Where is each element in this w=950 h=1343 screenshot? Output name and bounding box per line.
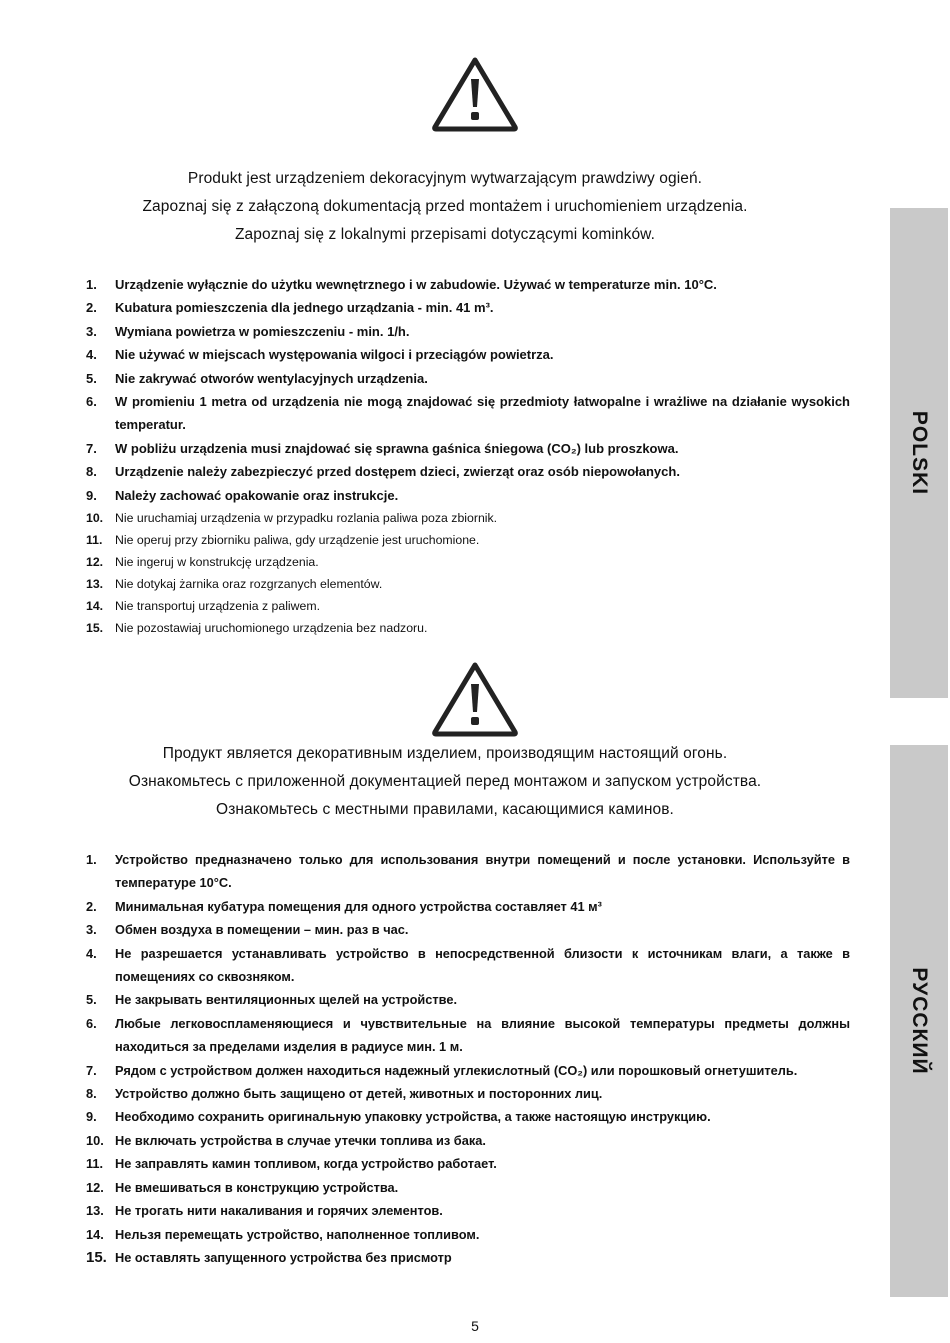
list-item: 12. Nie ingeruj w konstrukcję urządzenia.	[86, 555, 319, 570]
list-item: 2. Минимальная кубатура помещения для одного устройства составляет 41 м³	[86, 898, 602, 914]
list-item: 14. Nie transportuj urządzenia z paliwem.	[86, 599, 321, 614]
russian-intro-line-1: Продукт является декоративным изделием, производящим настоящий огонь.	[162, 745, 728, 762]
list-item: 8. Urządzenie należy zabezpieczyć przed dostępem dzieci, zwierząt oraz osób niepowołanych.	[86, 464, 680, 480]
language-tab-polski	[890, 208, 948, 698]
list-item: 3. Wymiana powietrza w pomieszczeniu - min. 1/h.	[86, 323, 410, 339]
list-item: 5. Nie zakrywać otworów wentylacyjnych urządzenia.	[86, 370, 428, 386]
list-item: 6. W promieniu 1 metra od urządzenia nie mogą znajdować się przedmioty łatwopalne i wrażliwe na działanie wysokich temperatur.	[86, 394, 850, 433]
list-item: 13. Nie dotykaj żarnika oraz rozgrzanych elementów.	[86, 577, 383, 592]
list-item: 14. Нельзя перемещать устройство, наполненное топливом.	[86, 1226, 480, 1242]
polish-safety-list	[86, 273, 850, 639]
language-tab-label: POLSKI	[908, 410, 931, 496]
list-item: 1. Устройство предназначено только для использования внутри помещений и после установки. Используйте в температуре 10°C.	[86, 852, 850, 891]
list-item: 2. Kubatura pomieszczenia dla jednego urządzania - min. 41 m³.	[86, 300, 494, 316]
list-item: 6. Любые легковоспламеняющиеся и чувствительные на влияние высокой температуры предметы должны находиться за пределами изделия в радиусе мин. 1 м.	[86, 1015, 850, 1055]
list-item: 10. Не включать устройства в случае утечки топлива из бака.	[86, 1132, 486, 1148]
russian-intro-line-2: Ознакомьтесь с приложенной документацией перед монтажом и запуском устройства.	[128, 773, 762, 790]
russian-intro-line-3: Ознакомьтесь с местными правилами, касающимися каминов.	[216, 801, 674, 818]
list-item: 10. Nie uruchamiaj urządzenia w przypadku rozlania paliwa poza zbiornik.	[86, 511, 498, 526]
list-item: 4. Не разрешается устанавливать устройство в непосредственной близости к источникам влаги, а также в помещениях со сквозняком.	[86, 945, 850, 985]
list-item: 9. Необходимо сохранить оригинальную упаковку устройства, а также настоящую инструкцию.	[86, 1109, 711, 1125]
page-number: 5	[471, 1318, 479, 1334]
polish-intro-line-1: Produkt jest urządzeniem dekoracyjnym wytwarzającym prawdziwy ogień.	[187, 170, 703, 187]
list-item: 4. Nie używać w miejscach występowania wilgoci i przeciągów powietrza.	[86, 347, 554, 363]
list-item: 11. Не заправлять камин топливом, когда устройство работает.	[86, 1156, 497, 1172]
list-item: 15. Не оставлять запущенного устройства без присмотр	[86, 1248, 452, 1266]
russian-safety-list	[86, 848, 850, 1269]
list-item: 7. W pobliżu urządzenia musi znajdować się sprawna gaśnica śniegowa (CO₂) lub proszkowa.	[86, 440, 679, 456]
warning-icon	[430, 55, 520, 133]
list-item: 8. Устройство должно быть защищено от детей, животных и посторонних лиц.	[86, 1086, 603, 1102]
list-item: 12. Не вмешиваться в конструкцию устройства.	[86, 1179, 399, 1195]
russian-intro	[60, 740, 830, 824]
list-item: 15. Nie pozostawiaj uruchomionego urządzenia bez nadzoru.	[86, 621, 428, 636]
polish-intro-line-3: Zapoznaj się z lokalnymi przepisami dotyczącymi kominków.	[234, 226, 656, 243]
list-item: 7. Рядом с устройством должен находиться надежный углекислотный (CO₂) или порошковый огнетушитель.	[86, 1062, 798, 1078]
list-item: 3. Обмен воздуха в помещении – мин. раз в час.	[86, 922, 409, 938]
warning-icon	[430, 660, 520, 738]
polish-intro-line-2: Zapoznaj się z załączoną dokumentacją przed montażem i uruchomieniem urządzenia.	[142, 198, 748, 215]
list-item: 5. Не закрывать вентиляционных щелей на устройстве.	[86, 992, 458, 1008]
language-tab-label: РУССКИЙ	[908, 967, 931, 1075]
list-item: 1. Urządzenie wyłącznie do użytku wewnętrznego i w zabudowie. Używać w temperaturze min. 10°C.	[86, 277, 717, 292]
language-tab-russian	[890, 745, 948, 1297]
list-item: 11. Nie operuj przy zbiorniku paliwa, gdy urządzenie jest uruchomione.	[86, 533, 480, 548]
polish-intro	[60, 165, 830, 249]
list-item: 9. Należy zachować opakowanie oraz instrukcje.	[86, 487, 399, 503]
list-item: 13. Не трогать нити накаливания и горячих элементов.	[86, 1203, 443, 1219]
